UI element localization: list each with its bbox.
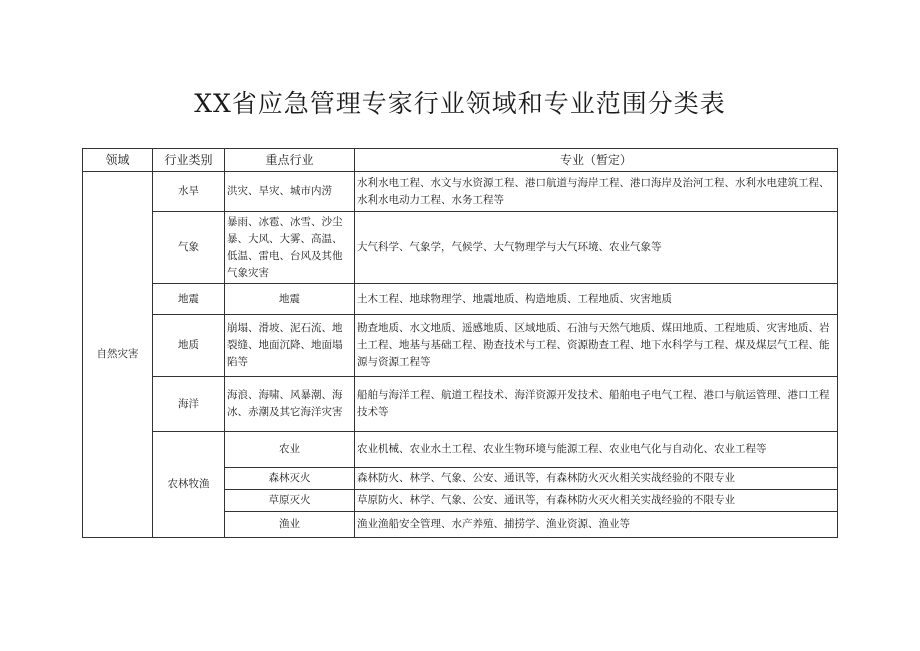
table-row <box>83 172 838 212</box>
category-cell: 气象 <box>153 212 225 284</box>
header-key-industry: 重点行业 <box>225 149 355 172</box>
header-specialty: 专业（暂定） <box>355 149 838 172</box>
industry-cell: 海浪、海啸、风暴潮、海冰、赤潮及其它海洋灾害 <box>225 377 355 432</box>
industry-cell: 草原灭火 <box>225 490 355 512</box>
industry-cell: 农业 <box>225 432 355 468</box>
industry-cell: 暴雨、冰雹、冰雪、沙尘暴、大风、大雾、高温、低温、雷电、台风及其他气象灾害 <box>225 212 355 284</box>
category-cell: 水旱 <box>153 172 225 212</box>
table-row <box>83 377 838 432</box>
specialty-cell: 土木工程、地球物理学、地震地质、构造地质、工程地质、灾害地质 <box>355 284 838 315</box>
category-cell: 海洋 <box>153 377 225 432</box>
specialty-cell: 水利水电工程、水文与水资源工程、港口航道与海岸工程、港口海岸及治河工程、水利水电建筑工程、水利水电动力工程、水务工程等 <box>355 172 838 212</box>
classification-table <box>82 148 838 538</box>
specialty-cell: 大气科学、气象学，气候学、大气物理学与大气环境、农业气象等 <box>355 212 838 284</box>
table-row <box>83 212 838 284</box>
category-cell: 地质 <box>153 315 225 377</box>
table-row <box>83 284 838 315</box>
page-title: XX省应急管理专家行业领域和专业范围分类表 <box>194 89 726 118</box>
category-cell: 农林牧渔 <box>153 432 225 538</box>
industry-cell: 崩塌、滑坡、泥石流、地裂缝、地面沉降、地面塌陷等 <box>225 315 355 377</box>
table-row <box>83 315 838 377</box>
header-domain: 领域 <box>83 149 153 172</box>
category-cell: 地震 <box>153 284 225 315</box>
industry-cell: 森林灭火 <box>225 468 355 490</box>
table-row <box>83 432 838 468</box>
header-category: 行业类别 <box>153 149 225 172</box>
specialty-cell: 勘查地质、水文地质、遥感地质、区域地质、石油与天然气地质、煤田地质、工程地质、灾害地质、岩土工程、地基与基础工程、勘查技术与工程、资源勘查工程、地下水科学与工程、煤及煤层气工程、能源与资源工程等 <box>355 315 838 377</box>
industry-cell: 洪灾、旱灾、城市内涝 <box>225 172 355 212</box>
industry-cell: 地震 <box>225 284 355 315</box>
specialty-cell: 渔业渔船安全管理、水产养殖、捕捞学、渔业资源、渔业等 <box>355 512 838 538</box>
specialty-cell: 船舶与海洋工程、航道工程技术、海洋资源开发技术、船舶电子电气工程、港口与航运管理、港口工程技术等 <box>355 377 838 432</box>
specialty-cell: 农业机械、农业水土工程、农业生物环境与能源工程、农业电气化与自动化、农业工程等 <box>355 432 838 468</box>
industry-cell: 渔业 <box>225 512 355 538</box>
specialty-cell: 草原防火、林学、气象、公安、通讯等，有森林防火灭火相关实战经验的不限专业 <box>355 490 838 512</box>
table-header-row <box>83 149 838 172</box>
specialty-cell: 森林防火、林学、气象、公安、通讯等，有森林防火灭火相关实战经验的不限专业 <box>355 468 838 490</box>
domain-cell: 自然灾害 <box>83 172 153 538</box>
